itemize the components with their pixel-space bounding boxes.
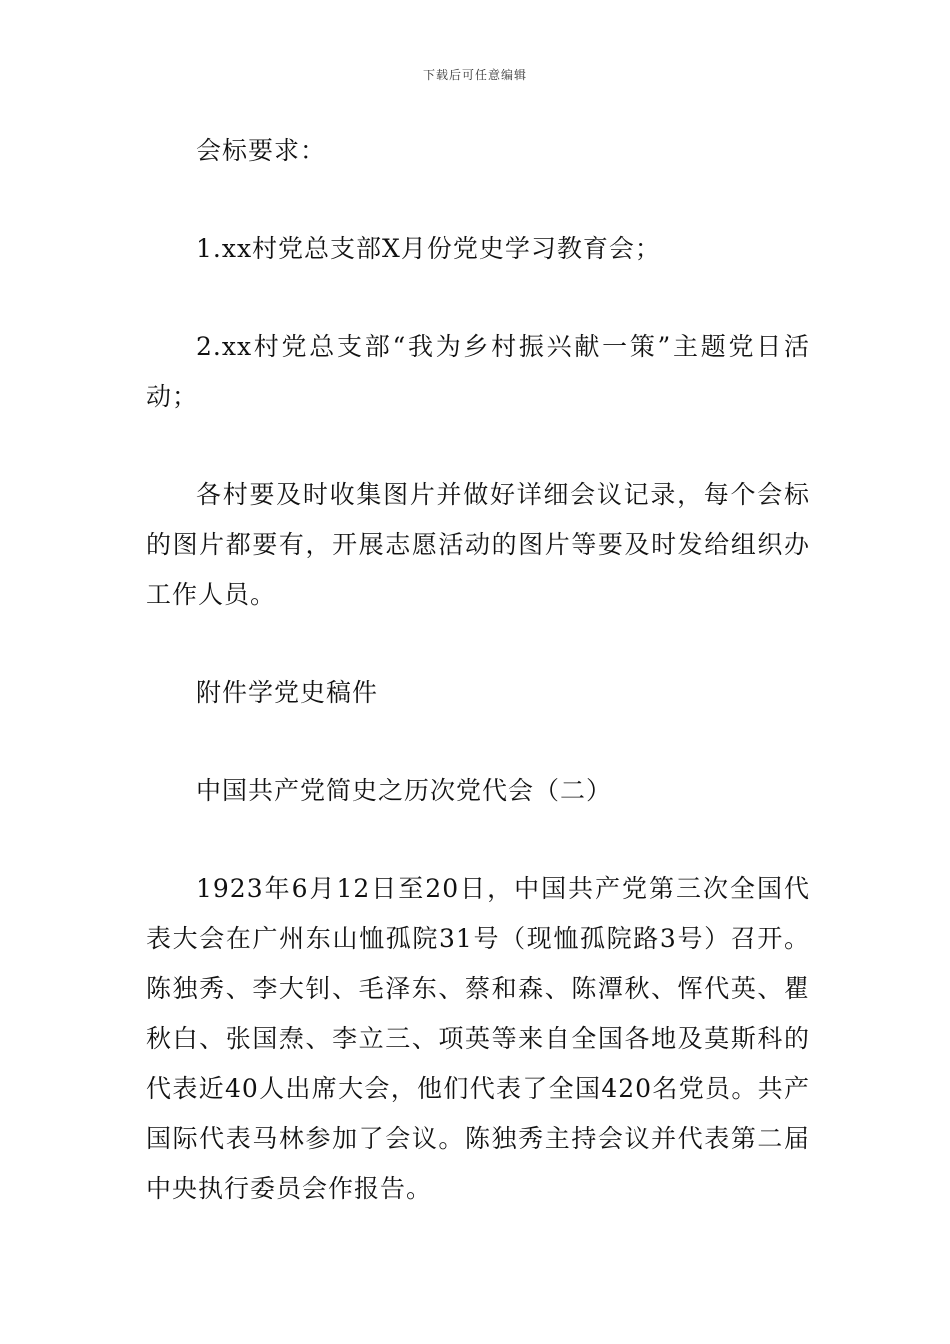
paragraph-attachment-label: 附件学党史稿件 (196, 678, 379, 707)
paragraph-article-title: 中国共产党简史之历次党代会（二） (196, 776, 613, 805)
paragraph-gap (146, 176, 810, 224)
header-note: 下载后可任意编辑 (422, 68, 527, 82)
paragraph-gap (146, 718, 810, 766)
paragraph-gap (146, 620, 810, 668)
paragraph-gap (146, 816, 810, 864)
paragraph-article-body: 1923年6月12日至20日，中国共产党第三次全国代表大会在广州东山恤孤院31号（现恤孤院路3号）召开。陈独秀、李大钊、毛泽东、蔡和森、陈潭秋、恽代英、瞿秋白、张国焘、李立三、项英等来自全国各地及莫斯科的代表近40人出席大会，他们代表了全国420名党员。共产国际代表马林参加了会议。陈独秀主持会议并代表第二届中央执行委员会作报告。 (146, 874, 810, 1203)
paragraph-instructions: 各村要及时收集图片并做好详细会议记录，每个会标的图片都要有，开展志愿活动的图片等要及时发给组织办工作人员。 (146, 480, 810, 609)
paragraph-gap (146, 422, 810, 470)
paragraph-gap (146, 274, 810, 322)
document-body (146, 126, 810, 1214)
paragraph-logo-requirements-heading: 会标要求： (196, 136, 327, 165)
paragraph-item-1: 1.xx村党总支部X月份党史学习教育会； (196, 234, 661, 263)
paragraph-item-2: 2.xx村党总支部“我为乡村振兴献一策”主题党日活动； (146, 332, 810, 411)
